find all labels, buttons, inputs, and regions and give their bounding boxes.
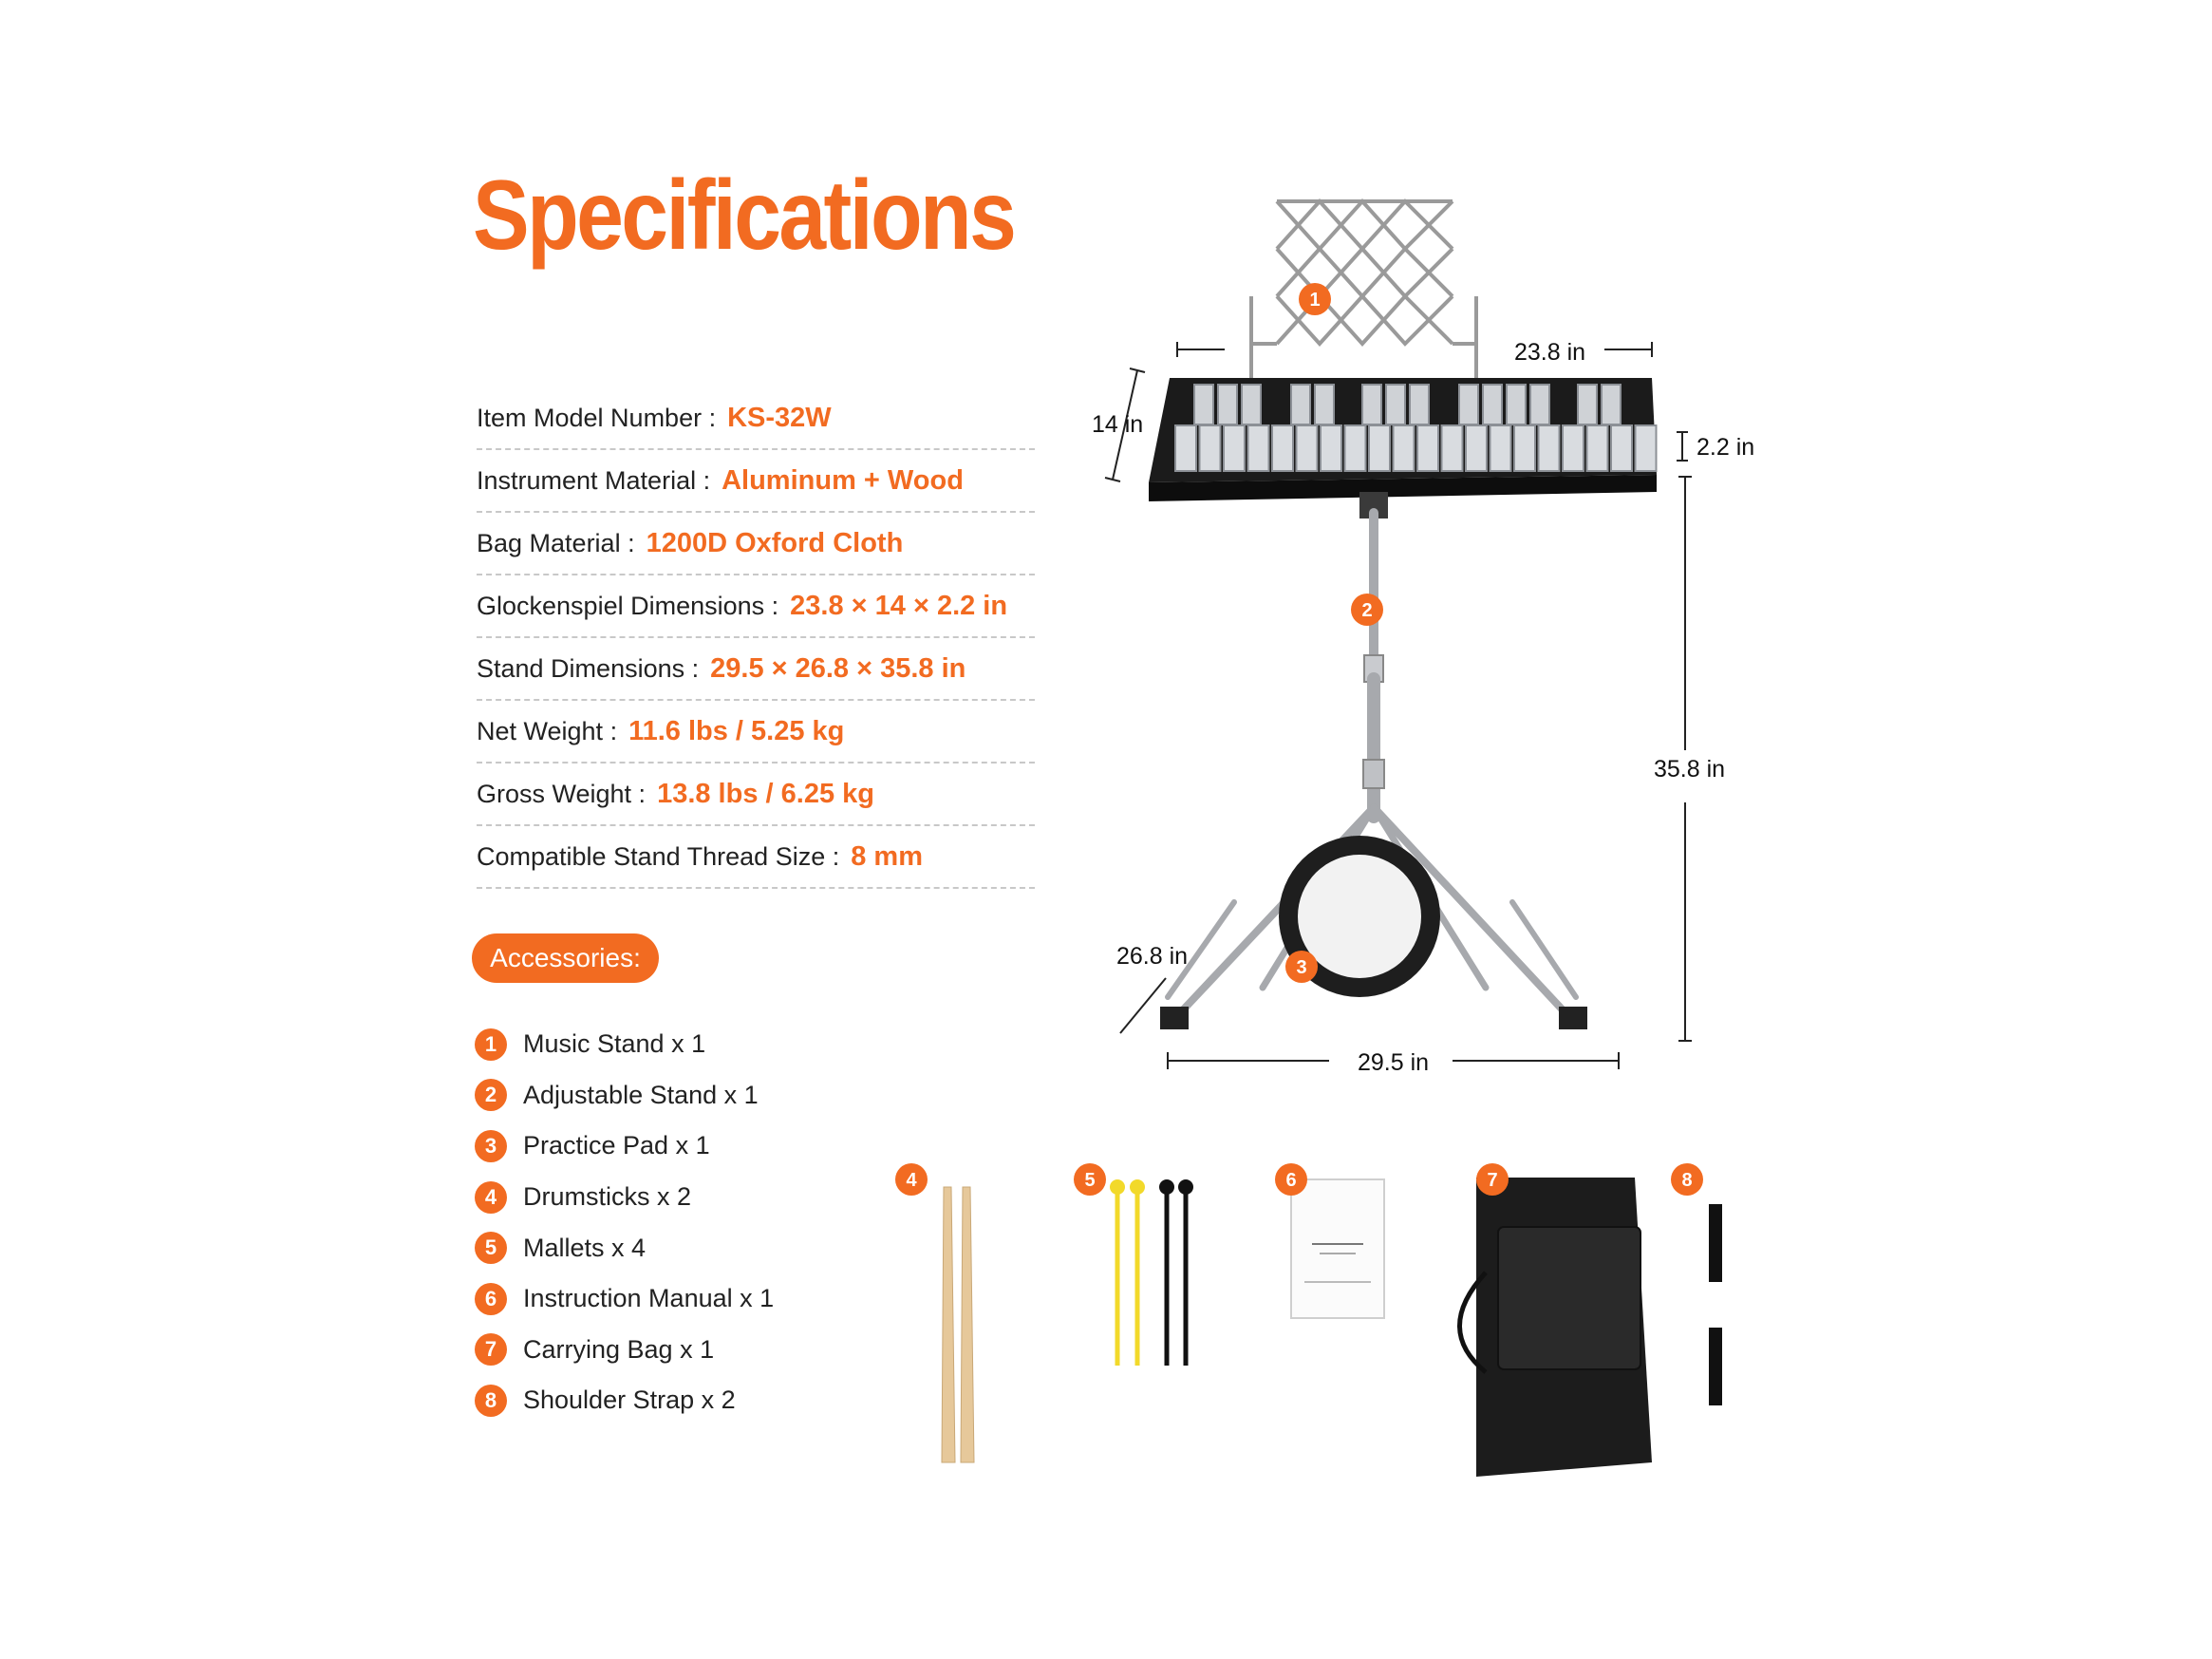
marker-8: 8 xyxy=(1681,1170,1693,1191)
glockenspiel-bar xyxy=(1315,385,1334,424)
glockenspiel-bar xyxy=(1369,425,1390,471)
spec-value: Aluminum + Wood xyxy=(722,464,964,496)
glockenspiel-bar xyxy=(1514,425,1535,471)
item-label: Mallets x 4 xyxy=(523,1233,647,1262)
shoulder-strap-icon xyxy=(1709,1204,1722,1405)
item-label: Music Stand x 1 xyxy=(523,1029,706,1059)
glockenspiel-bar xyxy=(1362,385,1381,424)
glockenspiel-bar xyxy=(1321,425,1341,471)
glockenspiel-bar xyxy=(1272,425,1293,471)
spec-label: Glockenspiel Dimensions : xyxy=(477,591,779,620)
spec-value: 13.8 lbs / 6.25 kg xyxy=(657,778,874,809)
spec-value: 8 mm xyxy=(851,840,923,872)
glockenspiel-bar xyxy=(1483,385,1502,424)
spec-label: Stand Dimensions : xyxy=(477,653,700,683)
glockenspiel-bar xyxy=(1394,425,1415,471)
drumsticks-icon xyxy=(942,1187,974,1462)
glockenspiel-bar xyxy=(1417,425,1438,471)
glockenspiel-icon xyxy=(1149,378,1657,501)
item-label: Carrying Bag x 1 xyxy=(523,1334,715,1364)
marker-6: 6 xyxy=(1285,1170,1297,1191)
item-number-badge: 7 xyxy=(475,1333,507,1366)
page-title: Specifications xyxy=(473,160,1015,271)
glockenspiel-bar xyxy=(1218,385,1237,424)
spec-value: 1200D Oxford Cloth xyxy=(646,527,904,558)
dim-width-top: 23.8 in xyxy=(1514,339,1586,366)
marker-5: 5 xyxy=(1084,1170,1096,1191)
item-number-badge: 8 xyxy=(475,1385,507,1417)
glockenspiel-bar xyxy=(1297,425,1318,471)
item-number-badge: 5 xyxy=(475,1232,507,1264)
spec-label: Item Model Number : xyxy=(477,403,717,432)
dim-stand-height: 35.8 in xyxy=(1654,756,1726,782)
marker-1: 1 xyxy=(1309,290,1321,311)
dim-depth-top: 14 in xyxy=(1092,411,1144,438)
spec-value: KS-32W xyxy=(727,402,832,433)
item-label: Instruction Manual x 1 xyxy=(523,1284,775,1313)
glockenspiel-bar xyxy=(1345,425,1366,471)
glockenspiel-bar xyxy=(1636,425,1657,471)
spec-value: 11.6 lbs / 5.25 kg xyxy=(628,715,845,746)
carrying-bag-icon xyxy=(1460,1178,1653,1477)
glockenspiel-bar xyxy=(1442,425,1463,471)
marker-4: 4 xyxy=(906,1170,917,1191)
dim-height-top: 2.2 in xyxy=(1696,434,1755,461)
marker-2: 2 xyxy=(1361,600,1373,621)
item-number-badge: 2 xyxy=(475,1079,507,1111)
glockenspiel-bar xyxy=(1539,425,1560,471)
spec-label: Bag Material : xyxy=(477,528,635,557)
spec-label: Net Weight : xyxy=(477,716,618,745)
item-number-badge: 1 xyxy=(475,1028,507,1061)
item-label: Adjustable Stand x 1 xyxy=(523,1080,759,1109)
glockenspiel-bar xyxy=(1242,385,1261,424)
glockenspiel-bar xyxy=(1530,385,1549,424)
item-label: Shoulder Strap x 2 xyxy=(523,1386,736,1415)
item-label: Drumsticks x 2 xyxy=(523,1182,692,1212)
marker-7: 7 xyxy=(1487,1170,1498,1191)
item-number-badge: 4 xyxy=(475,1181,507,1214)
glockenspiel-bar xyxy=(1248,425,1269,471)
glockenspiel-bar xyxy=(1410,385,1429,424)
glockenspiel-bar xyxy=(1578,385,1597,424)
glockenspiel-bar xyxy=(1602,385,1621,424)
glockenspiel-bar xyxy=(1175,425,1196,471)
instruction-manual-icon xyxy=(1291,1179,1384,1318)
item-number-badge: 3 xyxy=(475,1130,507,1162)
glockenspiel-bar xyxy=(1490,425,1511,471)
spec-label: Instrument Material : xyxy=(477,465,711,495)
spec-value: 29.5 × 26.8 × 35.8 in xyxy=(710,652,966,684)
dim-stand-width: 29.5 in xyxy=(1358,1049,1430,1076)
glockenspiel-bar xyxy=(1611,425,1632,471)
glockenspiel-bar xyxy=(1194,385,1213,424)
accessories-heading: Accessories: xyxy=(472,933,659,983)
glockenspiel-bar xyxy=(1466,425,1487,471)
glockenspiel-bar xyxy=(1507,385,1526,424)
spec-value: 23.8 × 14 × 2.2 in xyxy=(790,590,1008,621)
mallets-icon xyxy=(1110,1179,1193,1366)
spec-label: Compatible Stand Thread Size : xyxy=(477,841,840,871)
glockenspiel-bar xyxy=(1563,425,1584,471)
item-label: Practice Pad x 1 xyxy=(523,1131,710,1160)
music-stand-icon xyxy=(1251,201,1476,380)
marker-3: 3 xyxy=(1296,957,1307,978)
dim-stand-depth: 26.8 in xyxy=(1116,943,1189,970)
glockenspiel-bar xyxy=(1291,385,1310,424)
glockenspiel-bar xyxy=(1224,425,1245,471)
glockenspiel-bar xyxy=(1459,385,1478,424)
spec-label: Gross Weight : xyxy=(477,779,647,808)
glockenspiel-bar xyxy=(1200,425,1221,471)
glockenspiel-bar xyxy=(1587,425,1608,471)
item-number-badge: 6 xyxy=(475,1283,507,1315)
glockenspiel-bar xyxy=(1386,385,1405,424)
